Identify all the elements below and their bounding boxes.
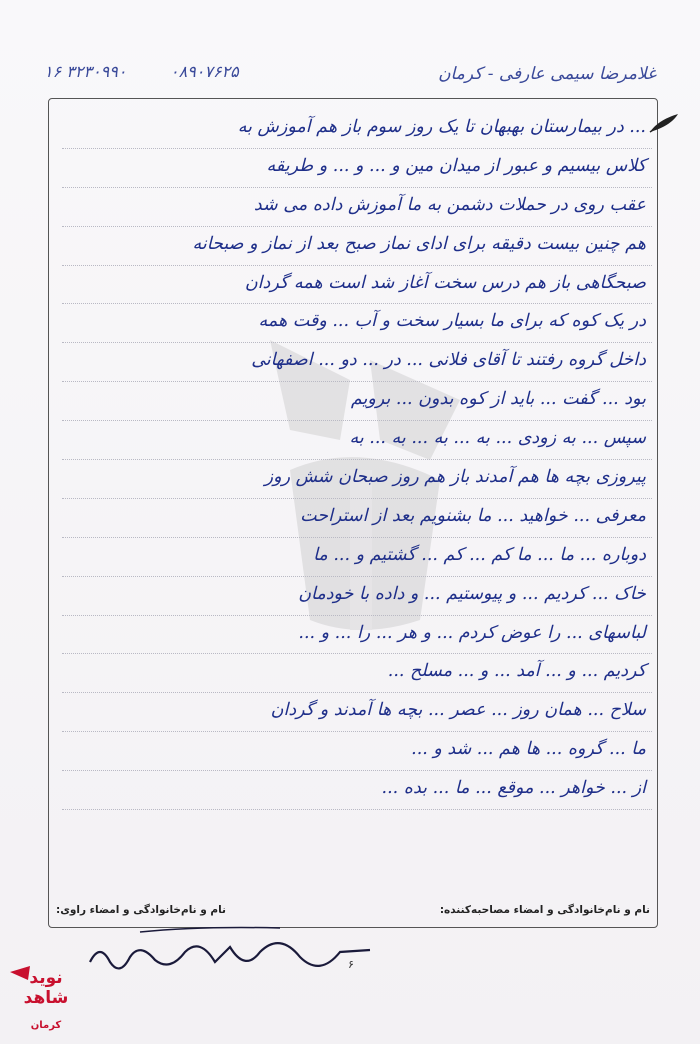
narrator-name-header: غلامرضا سیمی عارفی - کرمان: [438, 64, 656, 84]
logo-title: نوید شاهد: [23, 968, 69, 1008]
text-line: عقب روی در حملات دشمن به ما آموزش داده می شد: [62, 188, 652, 227]
header-line: [40, 58, 660, 92]
text-line: داخل گروه رفتند تا آقای فلانی ... در ... دو ... اصفهانی: [62, 343, 652, 382]
text-line: در یک کوه که برای ما بسیار سخت و آب ... وقت همه: [62, 304, 652, 343]
handwritten-lines: [62, 110, 652, 870]
quill-icon: [648, 112, 682, 134]
text-line: کردیم ... و ... آمد ... و ... مسلح ...: [62, 654, 652, 693]
text-line: از ... خواهر ... موقع ... ما ... بده ...: [62, 771, 652, 810]
text-line: دوباره ... ما ... ما کم ... کم ... گشتیم و ... ما: [62, 538, 652, 577]
text-line: معرفی ... خواهید ... ما بشنویم بعد از استراحت: [62, 499, 652, 538]
text-line: خاک ... کردیم ... و پیوستیم ... و داده با خودمان: [62, 577, 652, 616]
text-line: سلاح ... همان روز ... عصر ... بچه ها آمدند و گردان: [62, 693, 652, 732]
text-line: ما ... گروه ... ها هم ... شد و ...: [62, 732, 652, 771]
logo-subtitle: کرمان: [30, 1020, 62, 1031]
text-line: صبحگاهی باز هم درس سخت آغاز شد است همه گردان: [62, 266, 652, 305]
text-line: سپس ... به زودی ... به ... به ... به ... به: [62, 421, 652, 460]
document-code: ۰۸۹۰۷۶۲۵: [170, 62, 239, 81]
text-line: هم چنین بیست دقیقه برای ادای نماز صبح بعد از نماز و صبحانه: [62, 227, 652, 266]
page-number: ۶: [348, 958, 354, 971]
narrator-signature-label: نام و نام‌خانوادگی و امضاء راوی:: [56, 904, 226, 916]
document-number: ۳۲۳۰۹۹۰ ۱۶: [44, 62, 127, 81]
text-line: بود ... گفت ... باید از کوه بدون ... برویم: [62, 382, 652, 421]
handwritten-signature: [80, 922, 380, 992]
signature-labels: [56, 900, 650, 922]
interviewer-signature-label: نام و نام‌خانوادگی و امضاء مصاحبه‌کننده:: [439, 904, 650, 916]
text-line: لباسهای ... را عوض کردم ... و هر ... را ... و ...: [62, 616, 652, 655]
text-line: ... در بیمارستان بهبهان تا یک روز سوم باز هم آموزش به: [62, 110, 652, 149]
text-line: پیروزی بچه ها هم آمدند باز هم روز صبحان شش روز: [62, 460, 652, 499]
text-line: کلاس بیسیم و عبور از میدان مین و ... و ... و طریقه: [62, 149, 652, 188]
